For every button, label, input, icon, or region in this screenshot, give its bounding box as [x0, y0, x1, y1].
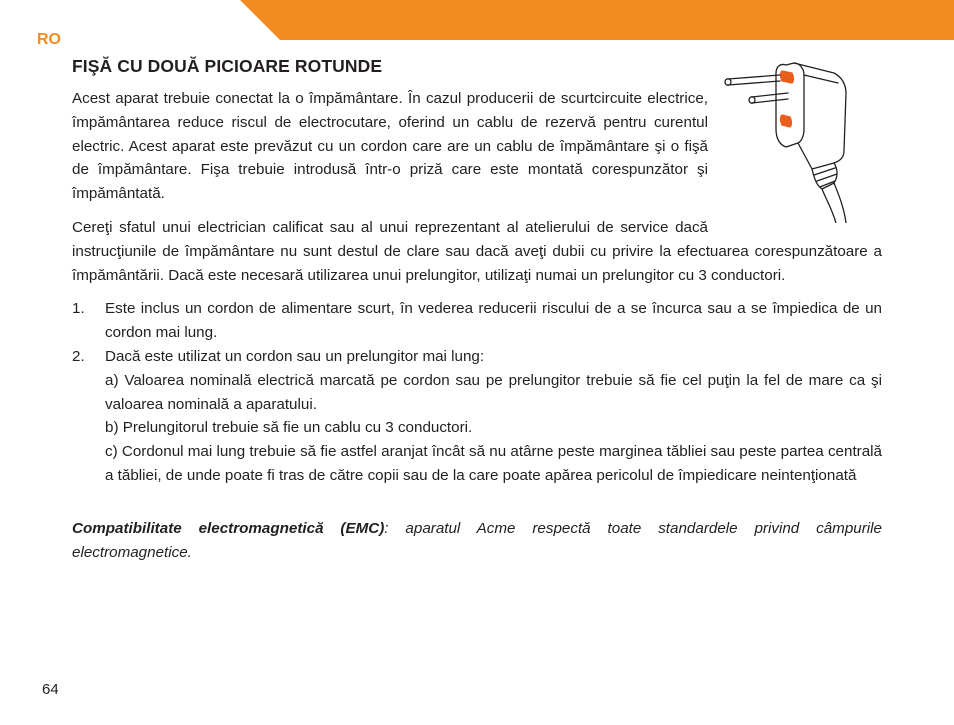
- list-item-text: Este inclus un cordon de alimentare scurt, în vederea reducerii riscului de a se încurca sau a se împiedica de un cordon mai lung.: [105, 300, 882, 342]
- paragraph-grounding: Acest aparat trebuie conectat la o împământare. În cazul producerii de scurtcircuite electrice, împământarea reduce riscul de electrocutare, oferind un cablu de rezervă pentru curentul electric. Acest aparat este prevăzut cu un cordon care are un cablu de împământare şi o fişă de împământare. Fişa trebuie introdusă într-o priză care este montată corespunzător şi împământată.: [72, 90, 708, 203]
- emc-statement: [72, 517, 882, 565]
- list-item-text: Dacă este utilizat un cordon sau un prelungitor mai lung:: [105, 347, 485, 365]
- list-item-number: 1.: [72, 300, 85, 318]
- sub-item: c) Cordonul mai lung trebuie să fie astfel aranjat încât să nu atârne peste marginea tăbliei sau peste partea centrală a tăbliei, de unde poate fi tras de către copii sau de la care poate apărea pericolul de împiedicare neintenţionată: [105, 443, 882, 484]
- list-item-number: 2.: [72, 347, 85, 365]
- emc-label: Compatibilitate electromagnetică (EMC): [72, 519, 385, 537]
- list-item: [72, 297, 882, 345]
- list-item: [72, 345, 882, 488]
- section-content: [72, 87, 882, 574]
- grounded-plug-icon: [722, 59, 882, 223]
- header-accent-bar: [240, 0, 954, 40]
- instruction-list: [72, 297, 882, 487]
- section-title: FIŞĂ CU DOUĂ PICIOARE ROTUNDE: [72, 56, 383, 76]
- sub-item: b) Prelungitorul trebuie să fie un cablu cu 3 conductori.: [105, 419, 473, 437]
- language-code: RO: [37, 31, 61, 48]
- page-number: 64: [42, 681, 59, 698]
- emc-text: : aparatul Acme respectă toate standardele privind câmpurile electromagnetice.: [72, 519, 882, 561]
- paragraph-electrician: Cereţi sfatul unui electrician calificat sau al unui reprezentant al atelierului de service dacă instrucţiunile de împământare nu sunt destul de clare sau dacă aveţi dubii cu privire la efectuarea corespunzătoare a împământării. Dacă este necesară utilizarea unui prelungitor, utilizaţi numai un prelungitor cu 3 conductori.: [72, 218, 882, 284]
- sub-item: a) Valoarea nominală electrică marcată pe cordon sau pe prelungitor trebuie să fie cel puţin la fel de mare ca şi valoarea nominală a aparatului.: [105, 371, 882, 413]
